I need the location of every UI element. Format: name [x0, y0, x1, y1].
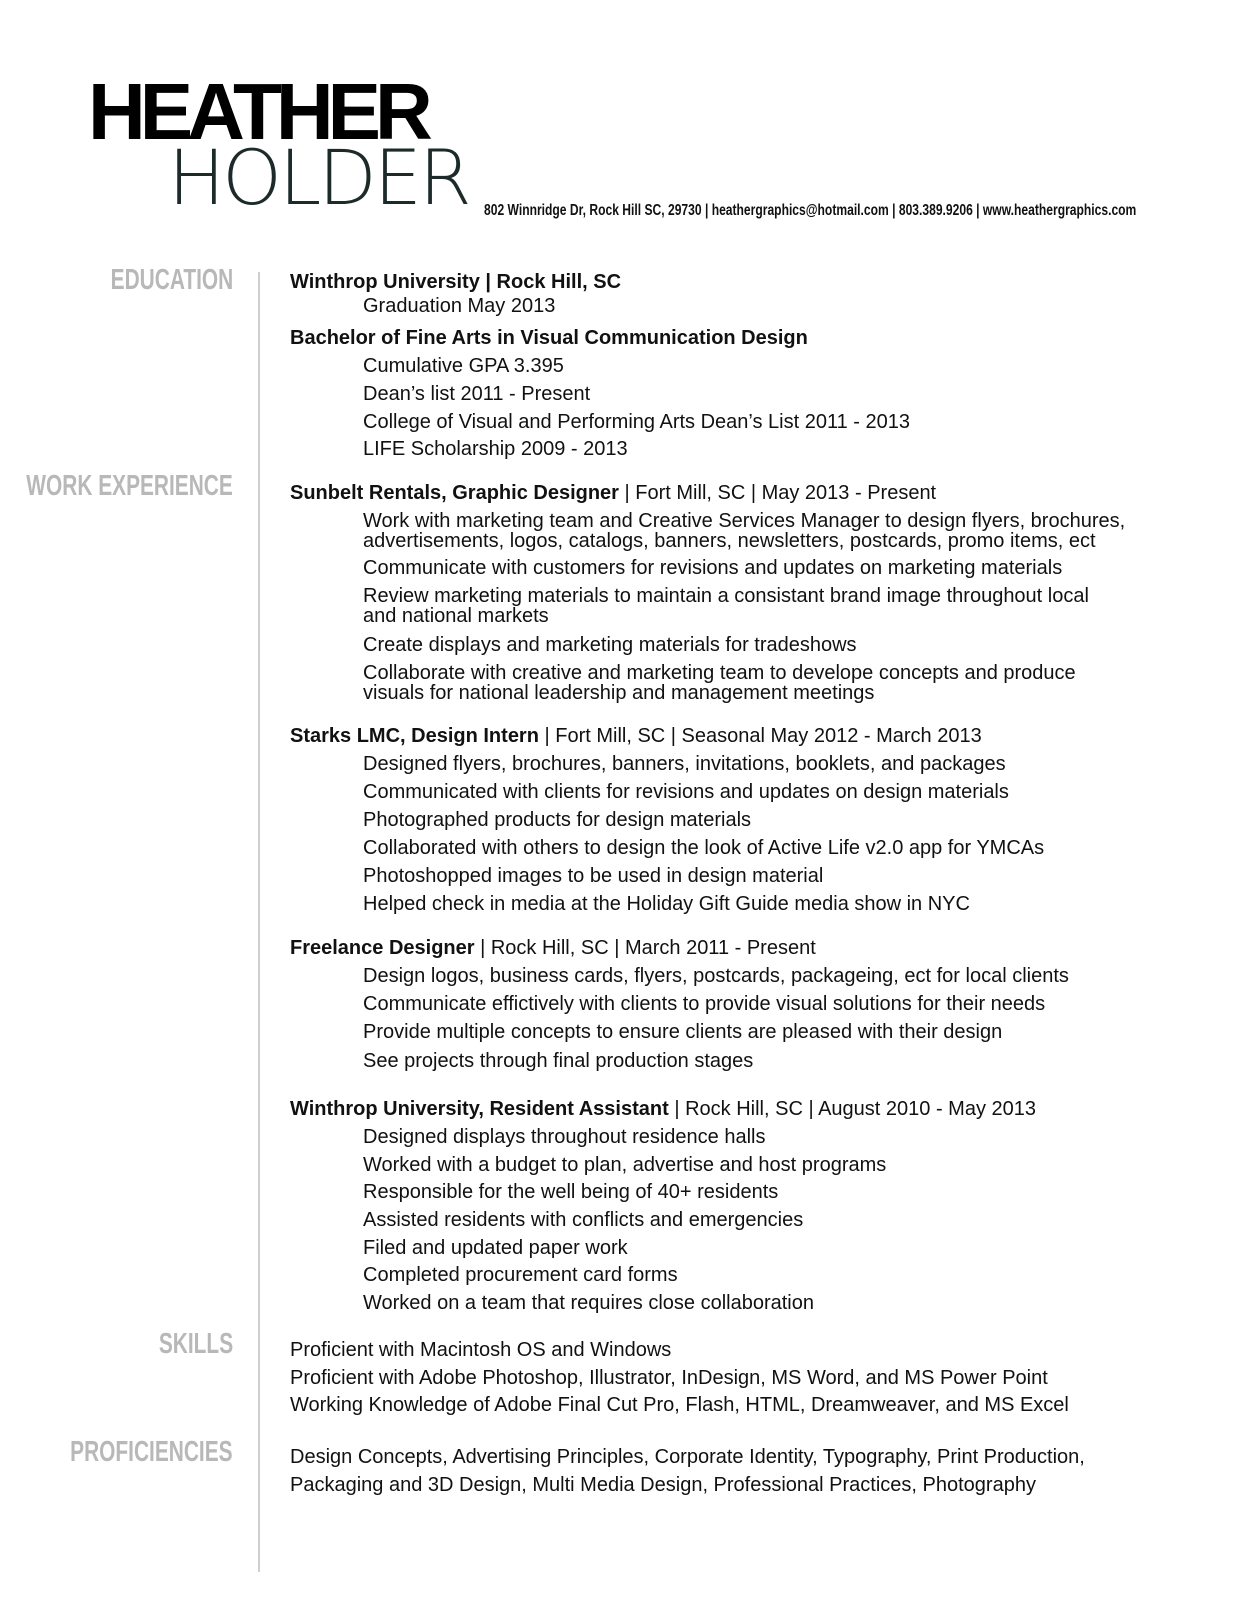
job-item: Completed procurement card forms — [363, 1264, 678, 1286]
job-item: Filed and updated paper work — [363, 1237, 628, 1259]
job-item: Work with marketing team and Creative Services Manager to design flyers, brochures, — [363, 510, 1126, 532]
skill-item: Working Knowledge of Adobe Final Cut Pro, Flash, HTML, Dreamweaver, and MS Excel — [290, 1394, 1069, 1416]
proficiency-line: Packaging and 3D Design, Multi Media Design, Professional Practices, Photography — [290, 1474, 1036, 1496]
job-item: Photoshopped images to be used in design material — [363, 865, 824, 887]
contact-info: 802 Winnridge Dr, Rock Hill SC, 29730 | heathergraphics@hotmail.com | 803.389.9206 | www.heathergraphics.com — [484, 202, 1137, 219]
proficiency-line: Design Concepts, Advertising Principles, Corporate Identity, Typography, Print Production, — [290, 1446, 1085, 1468]
job-meta: | Rock Hill, SC | August 2010 - May 2013 — [668, 1098, 1037, 1120]
job-item: Designed displays throughout residence halls — [363, 1126, 766, 1148]
job-item: Collaborate with creative and marketing team to develope concepts and produce — [363, 662, 1076, 684]
job-item: Worked on a team that requires close collaboration — [363, 1292, 814, 1314]
job-item: Design logos, business cards, flyers, postcards, packageing, ect for local clients — [363, 965, 1069, 987]
education-item: Cumulative GPA 3.395 — [363, 355, 564, 377]
skill-item: Proficient with Macintosh OS and Windows — [290, 1339, 672, 1361]
first-name: HEATHER — [88, 67, 427, 156]
job-title: Starks LMC, Design Intern — [290, 725, 539, 747]
education-school: Winthrop University | Rock Hill, SC — [290, 271, 622, 293]
job-meta: | Rock Hill, SC | March 2011 - Present — [474, 937, 816, 959]
job-item: visuals for national leadership and management meetings — [363, 682, 875, 704]
job-item: Worked with a budget to plan, advertise and host programs — [363, 1154, 887, 1176]
job-item: See projects through final production stages — [363, 1050, 754, 1072]
job-heading — [290, 937, 816, 960]
education-degree: Bachelor of Fine Arts in Visual Communication Design — [290, 327, 808, 349]
job-title: Sunbelt Rentals, Graphic Designer — [290, 482, 619, 504]
section-heading-education: EDUCATION — [110, 264, 233, 296]
education-item: Dean’s list 2011 - Present — [363, 383, 591, 405]
job-item: Communicate with customers for revisions and updates on marketing materials — [363, 557, 1063, 579]
job-meta: | Fort Mill, SC | Seasonal May 2012 - March 2013 — [538, 725, 982, 747]
job-title: Winthrop University, Resident Assistant — [290, 1098, 669, 1120]
last-name: HOLDER — [168, 133, 469, 222]
job-heading — [290, 482, 936, 505]
job-heading — [290, 1098, 1036, 1121]
job-meta: | Fort Mill, SC | May 2013 - Present — [618, 482, 937, 504]
job-item: Create displays and marketing materials for tradeshows — [363, 634, 857, 656]
section-heading-proficiencies: PROFICIENCIES — [70, 1436, 233, 1468]
skill-item: Proficient with Adobe Photoshop, Illustrator, InDesign, MS Word, and MS Power Point — [290, 1367, 1048, 1389]
job-title: Freelance Designer — [290, 937, 475, 959]
section-heading-work: WORK EXPERIENCE — [26, 470, 233, 502]
job-item: Review marketing materials to maintain a consistant brand image throughout local — [363, 585, 1089, 607]
job-item: Communicated with clients for revisions and updates on design materials — [363, 781, 1009, 803]
education-item: LIFE Scholarship 2009 - 2013 — [363, 438, 628, 460]
job-heading — [290, 725, 982, 748]
education-graduation: Graduation May 2013 — [363, 295, 556, 317]
job-item: Photographed products for design materials — [363, 809, 752, 831]
section-heading-skills: SKILLS — [158, 1328, 233, 1360]
job-item: Communicate effictively with clients to provide visual solutions for their needs — [363, 993, 1046, 1015]
job-item: Collaborated with others to design the look of Active Life v2.0 app for YMCAs — [363, 837, 1045, 859]
job-item: Provide multiple concepts to ensure clients are pleased with their design — [363, 1021, 1003, 1043]
job-item: and national markets — [363, 605, 549, 627]
job-item: Responsible for the well being of 40+ residents — [363, 1181, 779, 1203]
job-item: Helped check in media at the Holiday Gift Guide media show in NYC — [363, 893, 970, 915]
education-item: College of Visual and Performing Arts Dean’s List 2011 - 2013 — [363, 411, 910, 433]
section-divider — [258, 272, 260, 1572]
job-item: advertisements, logos, catalogs, banners, newsletters, postcards, promo items, ect — [363, 530, 1096, 552]
job-item: Assisted residents with conflicts and emergencies — [363, 1209, 804, 1231]
job-item: Designed flyers, brochures, banners, invitations, booklets, and packages — [363, 753, 1006, 775]
